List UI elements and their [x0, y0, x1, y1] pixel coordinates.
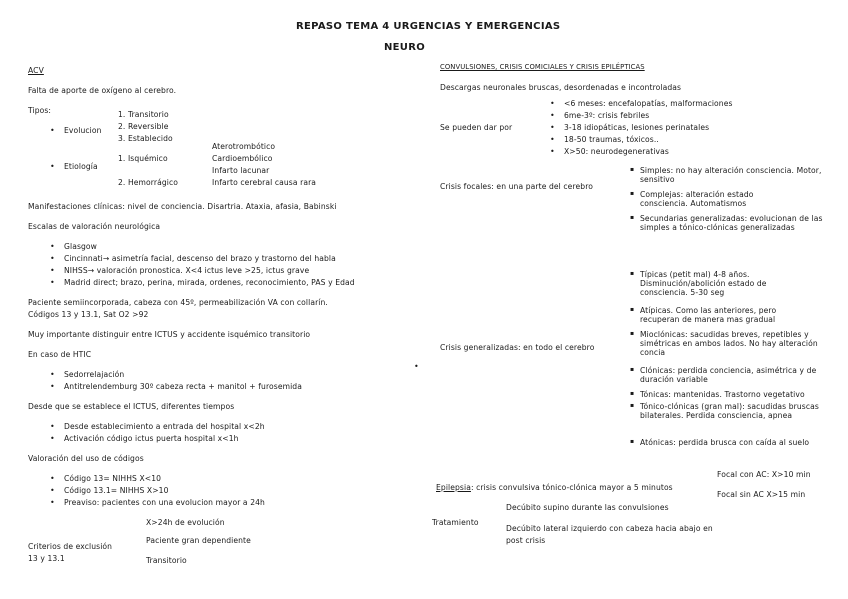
- causas-item: • <6 meses: encefalopatías, malformaciones: [564, 99, 733, 108]
- hic-label: En caso de HTIC: [28, 350, 92, 359]
- paciente-line: Paciente semiincorporada, cabeza con 45º, permeabilización VA con collarín.: [28, 298, 328, 307]
- focal-sin-ac: Focal sin AC X>15 min: [717, 490, 806, 499]
- generalizadas-item: ▪ Clónicas: perdida conciencia, asimétrica y de duración variable: [640, 366, 832, 384]
- valoracion-item: • Código 13= NIHHS X<10: [64, 474, 161, 483]
- desde-item: • Desde establecimiento a entrada del hospital x<2h: [64, 422, 265, 431]
- hic-item: • Sedorrelajación: [64, 370, 124, 379]
- evolucion-item: 1. Transitorio: [118, 110, 169, 119]
- focales-label: Crisis focales: en una parte del cerebro: [440, 182, 593, 191]
- page-subtitle: NEURO: [384, 42, 426, 53]
- causas-label: Se pueden dar por: [440, 123, 513, 132]
- tratamiento-label: Tratamiento: [432, 518, 479, 527]
- manifestaciones: Manifestaciones clínicas: nivel de conciencia. Disartria. Ataxia, afasia, Babinski: [28, 202, 337, 211]
- hemorragico-sub-item: Infarto cerebral causa rara: [212, 178, 317, 187]
- epilepsia-label: Epilepsia: [436, 483, 471, 492]
- acv-heading: ACV: [28, 66, 44, 75]
- hemorragico-label: 2. Hemorrágico: [118, 178, 178, 187]
- criterios-label: 13 y 13.1: [28, 554, 65, 563]
- evolucion-label: • Evolucion: [64, 126, 102, 135]
- generalizadas-item: ▪ Atípicas. Como las anteriores, pero recuperan de manera mas gradual: [640, 306, 800, 324]
- generalizadas-item: ▪ Atónicas: perdida brusca con caída al suelo: [640, 438, 809, 447]
- valoracion-item: • Código 13.1= NIHHS X>10: [64, 486, 169, 495]
- acv-definition: Falta de aporte de oxígeno al cerebro.: [28, 86, 177, 95]
- generalizadas-item: ▪ Tónicas: mantenidas. Trastorno vegetativo: [640, 390, 832, 399]
- generalizadas-label: Crisis generalizadas: en todo el cerebro: [440, 343, 595, 352]
- causas-item: • 6me-3º: crisis febriles: [564, 111, 649, 120]
- generalizadas-item: ▪ Tónico-clónicas (gran mal): sacudidas bruscas bilaterales. Perdida consciencia, apnea: [640, 402, 832, 420]
- divider-dot: •: [414, 362, 419, 371]
- tipos-label: Tipos:: [28, 106, 52, 115]
- generalizadas-item: ▪ Mioclónicas: sacudidas breves, repetibles y simétricas en ambos lados. No hay alteración concia: [640, 330, 832, 357]
- escalas-item: • Glasgow: [64, 242, 97, 251]
- importante-note: Muy importante distinguir entre ICTUS y accidente isquémico transitorio: [28, 330, 311, 339]
- convulsiones-heading: CONVULSIONES, CRISIS COMICIALES Y CRISIS EPILÉPTICAS: [440, 63, 645, 71]
- isquemico-sub-item: Aterotrombótico: [212, 142, 276, 151]
- page-title: REPASO TEMA 4 URGENCIAS Y EMERGENCIAS: [296, 21, 561, 32]
- etiologia-label: • Etiología: [64, 162, 98, 171]
- desde-label: Desde que se establece el ICTUS, diferentes tiempos: [28, 402, 235, 411]
- valoracion-label: Valoración del uso de códigos: [28, 454, 144, 463]
- escalas-label: Escalas de valoración neurológica: [28, 222, 161, 231]
- focal-con-ac: Focal con AC: X>10 min: [717, 470, 811, 479]
- paciente-line: Códigos 13 y 13.1, Sat O2 >92: [28, 310, 149, 319]
- evolucion-item: 2. Reversible: [118, 122, 169, 131]
- isquemico-label: 1. Isquémico: [118, 154, 168, 163]
- epilepsia-text: : crisis convulsiva tónico-clónica mayor a 5 minutos: [470, 483, 673, 492]
- escalas-item: • NIHSS→ valoración pronostica. X<4 ictus leve >25, ictus grave: [64, 266, 309, 275]
- escalas-item: • Madrid direct; brazo, perina, mirada, ordenes, reconocimiento, PAS y Edad: [64, 278, 355, 287]
- criterios-item: Paciente gran dependiente: [146, 536, 251, 545]
- tratamiento-item: Decúbito supino durante las convulsiones: [506, 503, 669, 512]
- criterios-label: Criterios de exclusión: [28, 542, 113, 551]
- criterios-item: X>24h de evolución: [146, 518, 225, 527]
- valoracion-item: • Preaviso: pacientes con una evolucion mayor a 24h: [64, 498, 265, 507]
- descargas-text: Descargas neuronales bruscas, desordenadas e incontroladas: [440, 83, 682, 92]
- causas-item: • X>50: neurodegenerativas: [564, 147, 669, 156]
- generalizadas-item: ▪ Típicas (petit mal) 4-8 años. Disminución/abolición estado de consciencia. 5-30 seg: [640, 270, 790, 297]
- evolucion-item: 3. Establecido: [118, 134, 173, 143]
- hic-item: • Antitrelendemburg 30º cabeza recta + manitol + furosemida: [64, 382, 302, 391]
- escalas-item: • Cincinnati→ asimetría facial, descenso del brazo y trastorno del habla: [64, 254, 336, 263]
- isquemico-sub-item: Cardioembólico: [212, 154, 273, 163]
- isquemico-sub-item: Infarto lacunar: [212, 166, 270, 175]
- criterios-item: Transitorio: [146, 556, 187, 565]
- causas-item: • 18-50 traumas, tóxicos..: [564, 135, 659, 144]
- focales-item: ▪ Simples: no hay alteración consciencia. Motor, sensitivo: [640, 166, 826, 184]
- focales-item: ▪ Secundarias generalizadas: evolucionan de las simples a tónico-clónicas generalizadas: [640, 214, 832, 232]
- tratamiento-item: post crisis: [506, 536, 546, 545]
- desde-item: • Activación código ictus puerta hospital x<1h: [64, 434, 239, 443]
- focales-item: ▪ Complejas: alteración estado consciencia. Automatismos: [640, 190, 790, 208]
- causas-item: • 3-18 idiopáticas, lesiones perinatales: [564, 123, 709, 132]
- tratamiento-item: Decúbito lateral izquierdo con cabeza hacia abajo en: [506, 524, 713, 533]
